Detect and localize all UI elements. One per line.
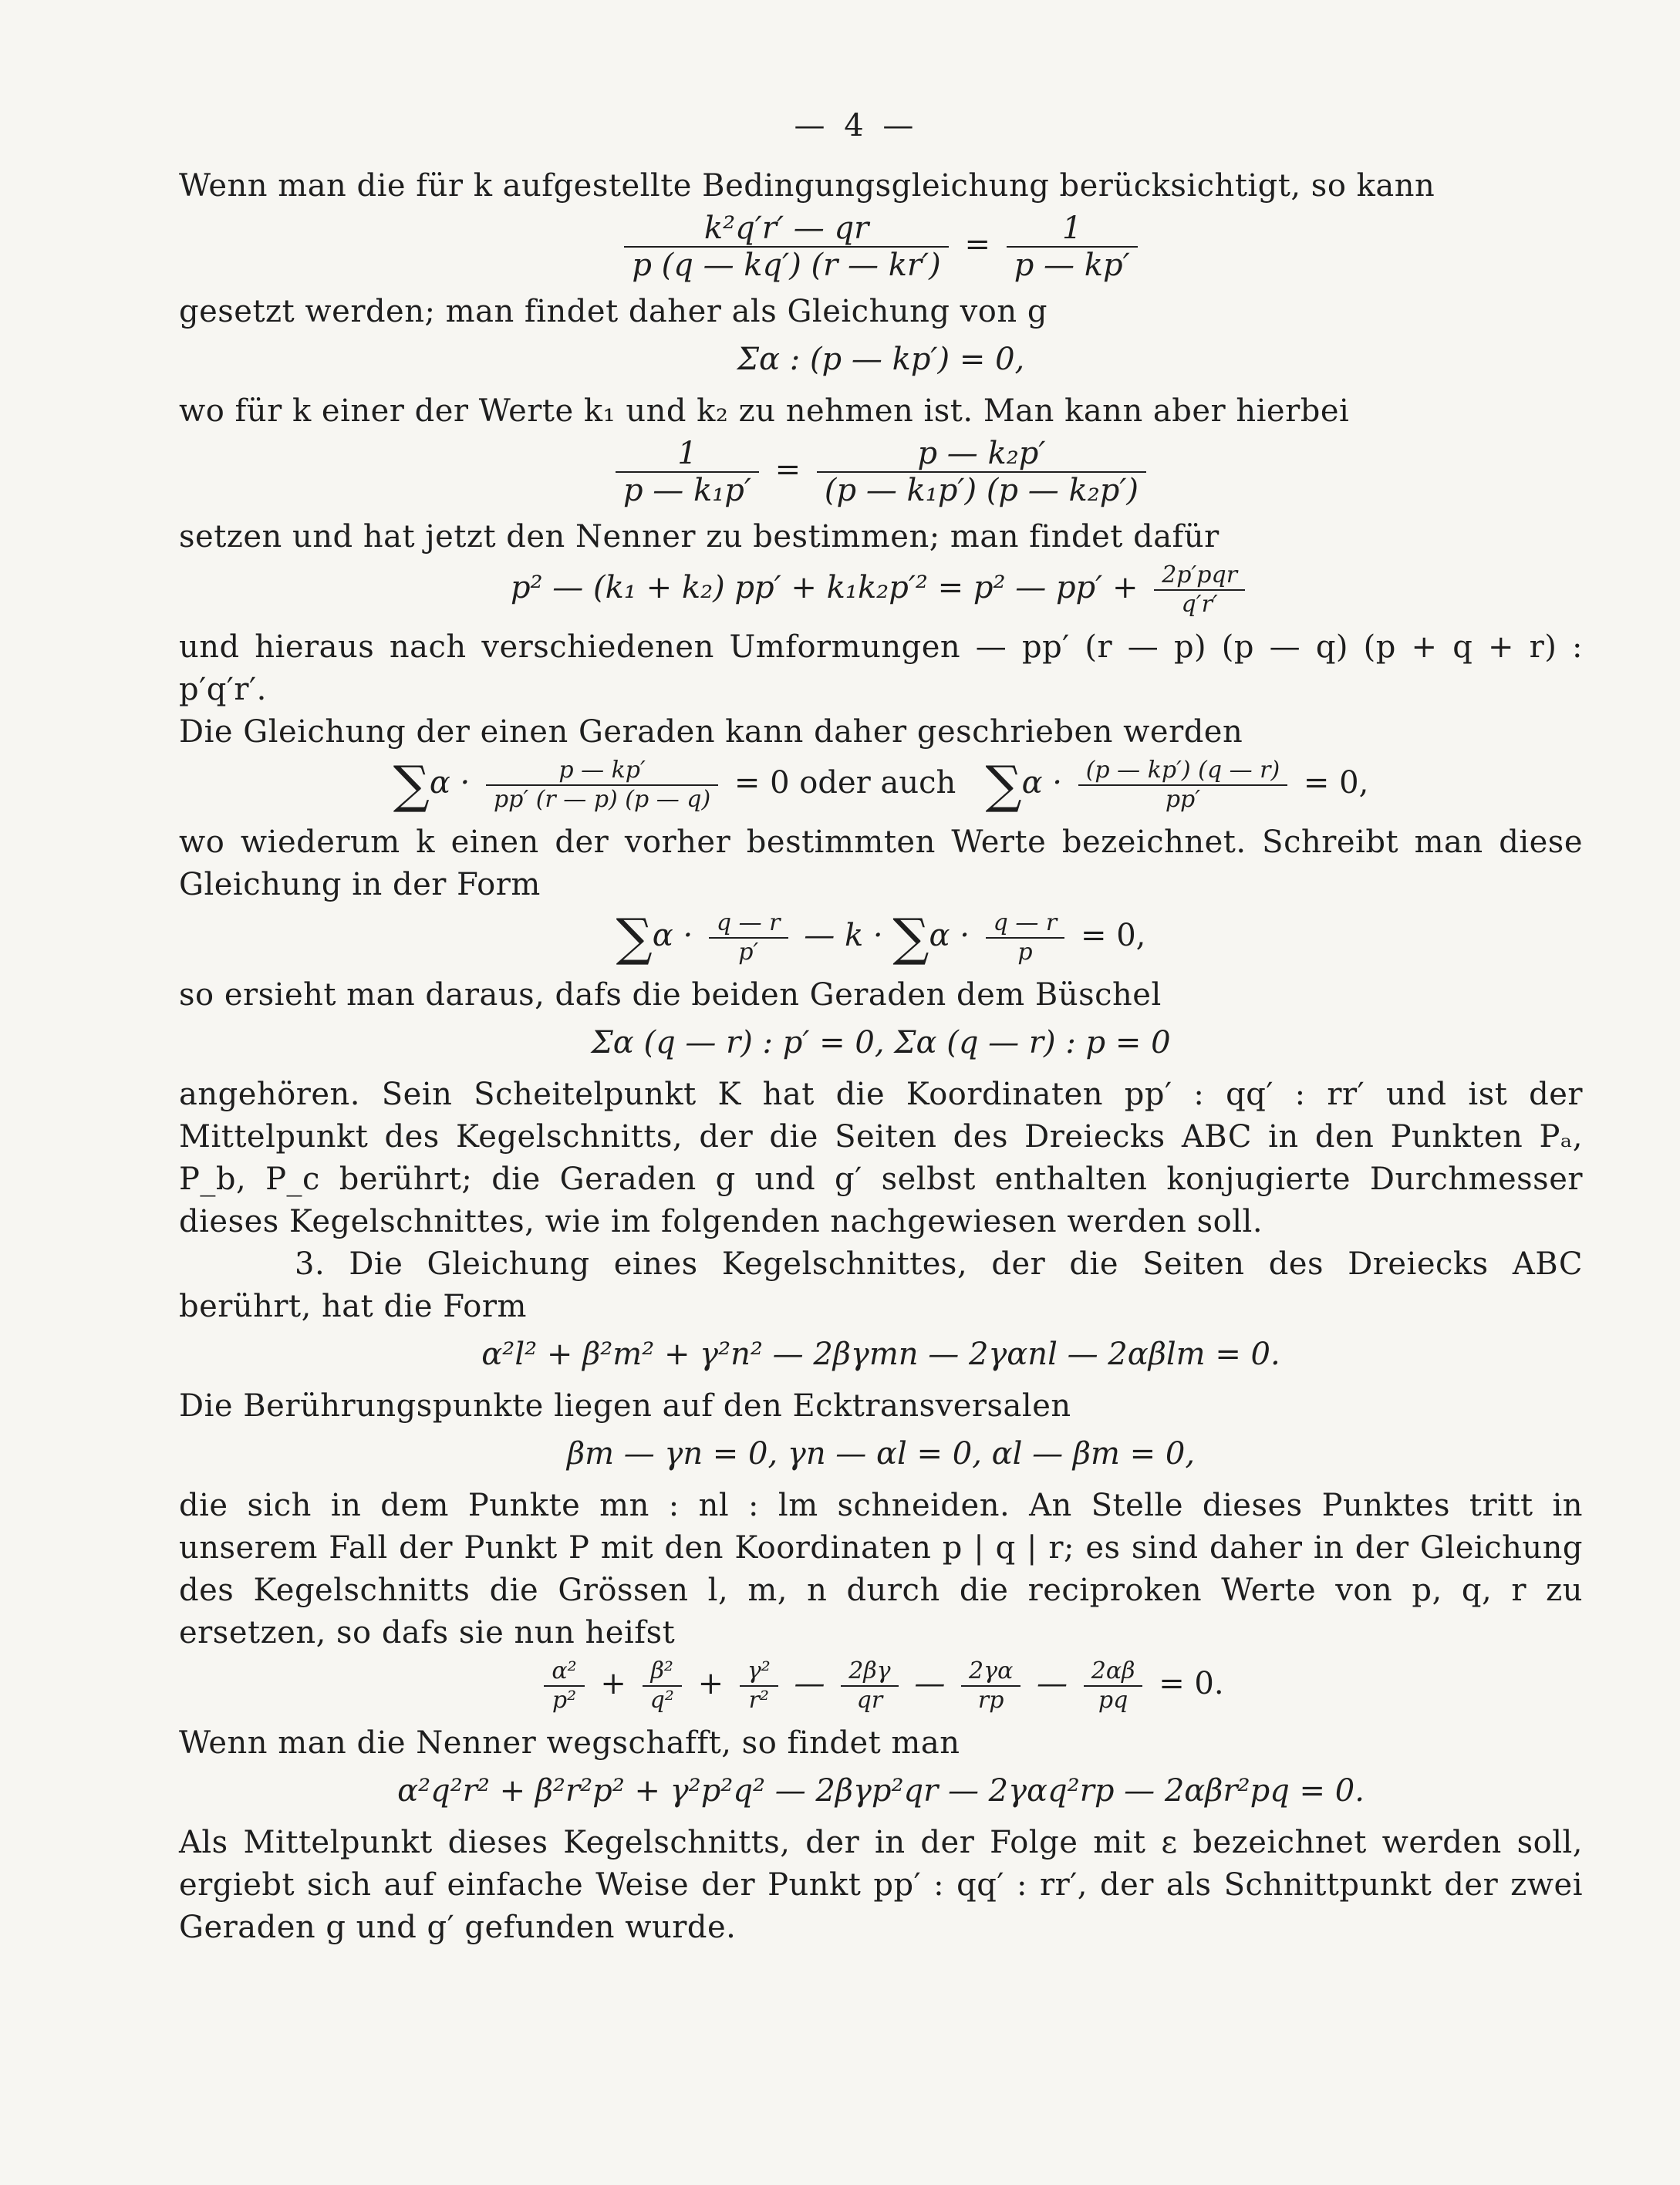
equation-1: $\frac{\text{k²q′r′ — qr}}{p (q — kq') (r — kr')}$ = $\frac{1}{p — kp'}$ (179, 211, 1583, 283)
equation-10: $\frac{\text{α²}}{\text{p²}}$ + $\frac{\text{β²}}{\text{q²}}$ + $\frac{\text{γ²}}{\text{r²}}$ — $\frac{2\beta\gamma}{qr}$ — $\frac{2\gamma\alpha}{rp}$ — $\frac{2\alpha\beta}{pq}$ = 0. (179, 1657, 1583, 1715)
paragraph: Die Gleichung der einen Geraden kann daher geschrieben werden (179, 714, 1243, 750)
paragraph: so ersieht man daraus, dafs die beiden Geraden dem Büschel (179, 977, 1162, 1013)
paragraph: Wenn man die Nenner wegschafft, so findet man (179, 1725, 960, 1761)
paragraph: wo wiederum k einen der vorher bestimmten Werte bezeichnet. Schreibt man diese Gleichung in der Form (179, 824, 1583, 902)
paragraph: 3. Die Gleichung eines Kegelschnittes, der die Seiten des Dreiecks ABC berührt, hat die Form (179, 1246, 1583, 1324)
paragraph: angehören. Sein Scheitelpunkt K hat die Koordinaten pp′ : qq′ : rr′ und ist der Mittelpunkt des Kegelschnitts, der die Seiten des Dreiecks ABC in den Punkten Pₐ, P_b, P_c berührt; die Geraden g und g′ selbst enthalten konjugierte Durchmesser dieses Kegelschnittes, wie im folgenden nachgewiesen werden soll. (179, 1077, 1583, 1239)
equation-8: α²l² + β²m² + γ²n² — 2βγmn — 2γαnl — 2αβlm = 0. (481, 1337, 1280, 1372)
paragraph: und hieraus nach verschiedenen Umformungen — pp′ (r — p) (p — q) (p + q + r) : p′q′r′. (179, 629, 1583, 707)
paragraph: setzen und hat jetzt den Nenner zu bestimmen; man findet dafür (179, 519, 1220, 555)
paragraph: die sich in dem Punkte mn : nl : lm schneiden. An Stelle dieses Punktes tritt in unserem Fall der Punkt P mit den Koordinaten p | q | r; es sind daher in der Gleichung des Kegelschnitts die Grössen l, m, n durch die reciproken Werte von p, q, r zu ersetzen, so dafs sie nun heifst (179, 1488, 1583, 1651)
equation-2: Σα : (p — kp′) = 0, (737, 342, 1025, 377)
paragraph: Als Mittelpunkt dieses Kegelschnitts, der in der Folge mit ε bezeichnet werden soll, ergiebt sich auf einfache Weise der Punkt pp′ : qq′ : rr′, der als Schnittpunkt der zwei Geraden g und g′ gefunden wurde. (179, 1825, 1583, 1945)
equation-11: α²q²r² + β²r²p² + γ²p²q² — 2βγp²qr — 2γαq²rp — 2αβr²pq = 0. (397, 1773, 1365, 1809)
equation-3: $\frac{1}{\text{p — k₁p′}}$ = $\frac{\text{p — k₂p′}}{\text{(p — k₁p′) (p — k₂p′)}}$ (179, 436, 1583, 508)
equation-5: ∑α · $\frac{p — kp'}{pp' (r — p) (p — q)}$ = 0 oder auch ∑α · $\frac{(p — kp') (q — r)}{pp'}$ = 0, (393, 755, 1369, 814)
paragraph: gesetzt werden; man findet daher als Gleichung von g (179, 294, 1047, 329)
text-column (179, 165, 1583, 1949)
equation-4: p² — (k₁ + k₂) pp′ + k₁k₂p′² = p² — pp′ + $\frac{\text{2p′pqr}}{q'r'}$ (179, 561, 1583, 619)
equation-7: Σα (q — r) : p′ = 0, Σα (q — r) : p = 0 (591, 1025, 1171, 1060)
paragraph: Wenn man die für k aufgestellte Bedingungsgleichung berücksichtigt, so kann (179, 168, 1435, 204)
equation-9: βm — γn = 0, γn — αl = 0, αl — βm = 0, (566, 1436, 1196, 1472)
equation-6: ∑α · $\frac{q — r}{p'}$ — k · ∑α · $\frac{q — r}{p}$ = 0, (616, 908, 1146, 967)
page-number: — 4 — (794, 108, 919, 143)
paragraph: wo für k einer der Werte k₁ und k₂ zu nehmen ist. Man kann aber hierbei (179, 393, 1350, 429)
paragraph: Die Berührungspunkte liegen auf den Ecktransversalen (179, 1388, 1071, 1424)
